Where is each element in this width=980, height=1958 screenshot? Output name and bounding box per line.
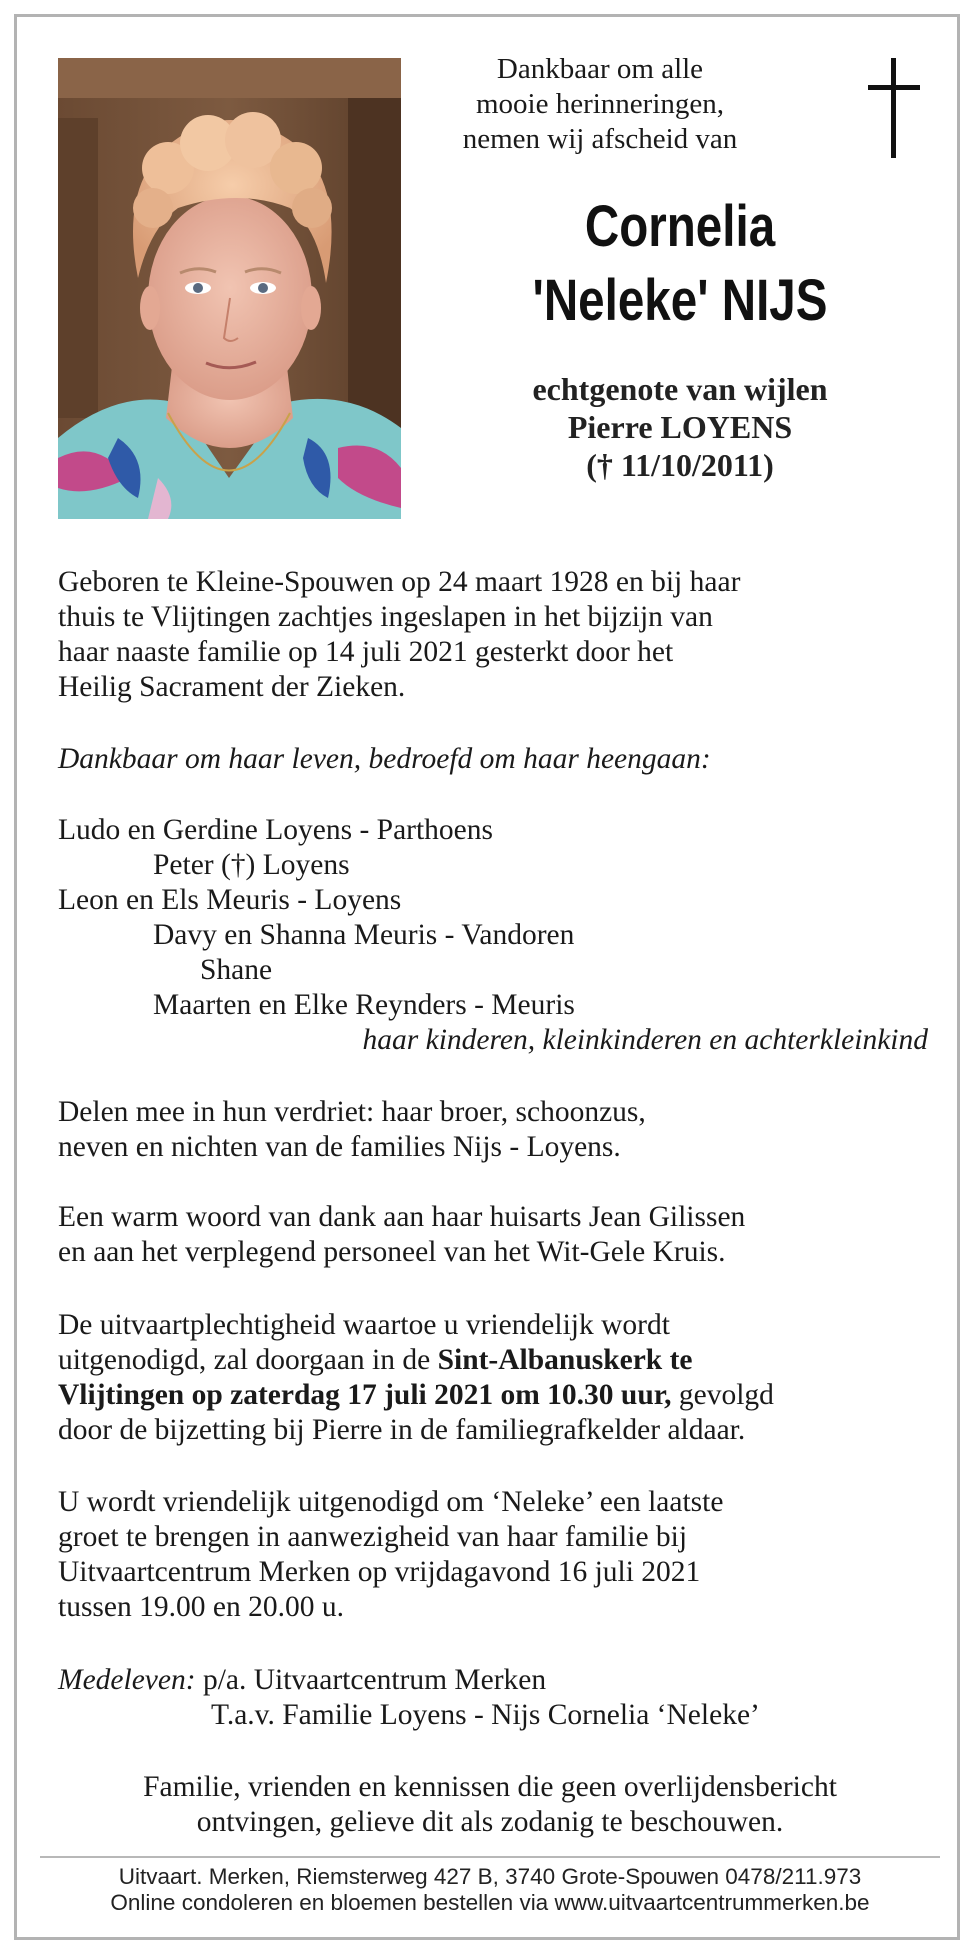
- ceremony-paragraph: [58, 1308, 940, 1448]
- family-member: Peter (†) Loyens: [153, 849, 350, 881]
- closing-paragraph: [40, 1770, 940, 1840]
- text-line: U wordt vriendelijk uitgenodigd om ‘Neleke’ een laatste: [58, 1486, 724, 1518]
- text-segment: uitgenodigd, zal doorgaan in de: [58, 1344, 438, 1376]
- portrait-photo: [58, 58, 401, 519]
- text-line: haar naaste familie op 14 juli 2021 gesterkt door het: [58, 636, 674, 668]
- intro-text: [420, 52, 780, 157]
- text-line: en aan het verplegend personeel van het Wit-Gele Kruis.: [58, 1236, 726, 1268]
- share-paragraph: [58, 1095, 940, 1165]
- text-line: ontvingen, gelieve dit als zodanig te beschouwen.: [196, 1806, 784, 1838]
- text-line: neven en nichten van de families Nijs - Loyens.: [58, 1131, 621, 1163]
- text-line: [58, 1378, 940, 1413]
- condolence-address: [58, 1663, 940, 1733]
- visit-paragraph: [58, 1485, 940, 1625]
- text-line: Familie, vrienden en kennissen die geen overlijdensbericht: [143, 1771, 837, 1803]
- spouse-line: echtgenote van wijlen: [532, 371, 828, 407]
- footer-line: Online condoleren en bloemen bestellen via www.uitvaartcentrummerken.be: [110, 1890, 870, 1915]
- church-name: Sint-Albanuskerk te: [437, 1344, 693, 1376]
- intro-line: Dankbaar om alle: [496, 53, 704, 85]
- birth-paragraph: [58, 565, 940, 705]
- thanks-paragraph: [58, 1200, 940, 1270]
- intro-line: nemen wij afscheid van: [462, 123, 738, 155]
- grateful-line: [58, 742, 940, 777]
- footer-line: Uitvaart. Merken, Riemsterweg 427 B, 3740 Grote-Spouwen 0478/211.973: [118, 1864, 862, 1889]
- cross-icon: [862, 58, 926, 158]
- text-line: tussen 19.00 en 20.00 u.: [58, 1591, 344, 1623]
- condolence-label: Medeleven:: [58, 1664, 196, 1696]
- family-member: Davy en Shanna Meuris - Vandoren: [153, 919, 575, 951]
- text-line: Uitvaartcentrum Merken op vrijdagavond 16 juli 2021: [58, 1556, 701, 1588]
- spouse-info: [420, 370, 940, 484]
- first-name: Cornelia: [584, 194, 776, 259]
- family-caption: haar kinderen, kleinkinderen en achterkleinkind: [362, 1024, 928, 1056]
- family-member: Ludo en Gerdine Loyens - Parthoens: [58, 814, 494, 846]
- text-segment: gevolgd: [671, 1379, 774, 1411]
- footer-divider: [40, 1856, 940, 1858]
- text-line: door de bijzetting bij Pierre in de familiegrafkelder aldaar.: [58, 1414, 746, 1446]
- family-member: Shane: [200, 954, 273, 986]
- intro-line: mooie herinneringen,: [475, 88, 725, 120]
- text-line: T.a.v. Familie Loyens - Nijs Cornelia ‘Neleke’: [211, 1699, 760, 1731]
- spouse-line: († 11/10/2011): [586, 447, 774, 483]
- text-line: Een warm woord van dank aan haar huisarts Jean Gilissen: [58, 1201, 746, 1233]
- deceased-name: [467, 190, 893, 338]
- family-member: Leon en Els Meuris - Loyens: [58, 884, 402, 916]
- text-line: Heilig Sacrament der Zieken.: [58, 671, 406, 703]
- text-line: De uitvaartplechtigheid waartoe u vriendelijk wordt: [58, 1309, 670, 1341]
- text-segment: p/a. Uitvaartcentrum Merken: [195, 1664, 547, 1696]
- ceremony-date: Vlijtingen op zaterdag 17 juli 2021 om 10.30 uur,: [58, 1379, 672, 1411]
- text-line: Dankbaar om haar leven, bedroefd om haar heengaan:: [58, 743, 711, 775]
- text-line: Delen mee in hun verdriet: haar broer, schoonzus,: [58, 1096, 646, 1128]
- last-name: 'Neleke' NIJS: [532, 268, 828, 333]
- text-line: [58, 1343, 940, 1378]
- family-list: [58, 813, 940, 1058]
- family-member: Maarten en Elke Reynders - Meuris: [153, 989, 575, 1021]
- footer: [40, 1864, 940, 1916]
- text-line: groet te brengen in aanwezigheid van haar familie bij: [58, 1521, 688, 1553]
- spouse-line: Pierre LOYENS: [567, 409, 793, 445]
- text-line: thuis te Vlijtingen zachtjes ingeslapen in het bijzijn van: [58, 601, 713, 633]
- text-line: [58, 1663, 940, 1698]
- text-line: Geboren te Kleine-Spouwen op 24 maart 1928 en bij haar: [58, 566, 741, 598]
